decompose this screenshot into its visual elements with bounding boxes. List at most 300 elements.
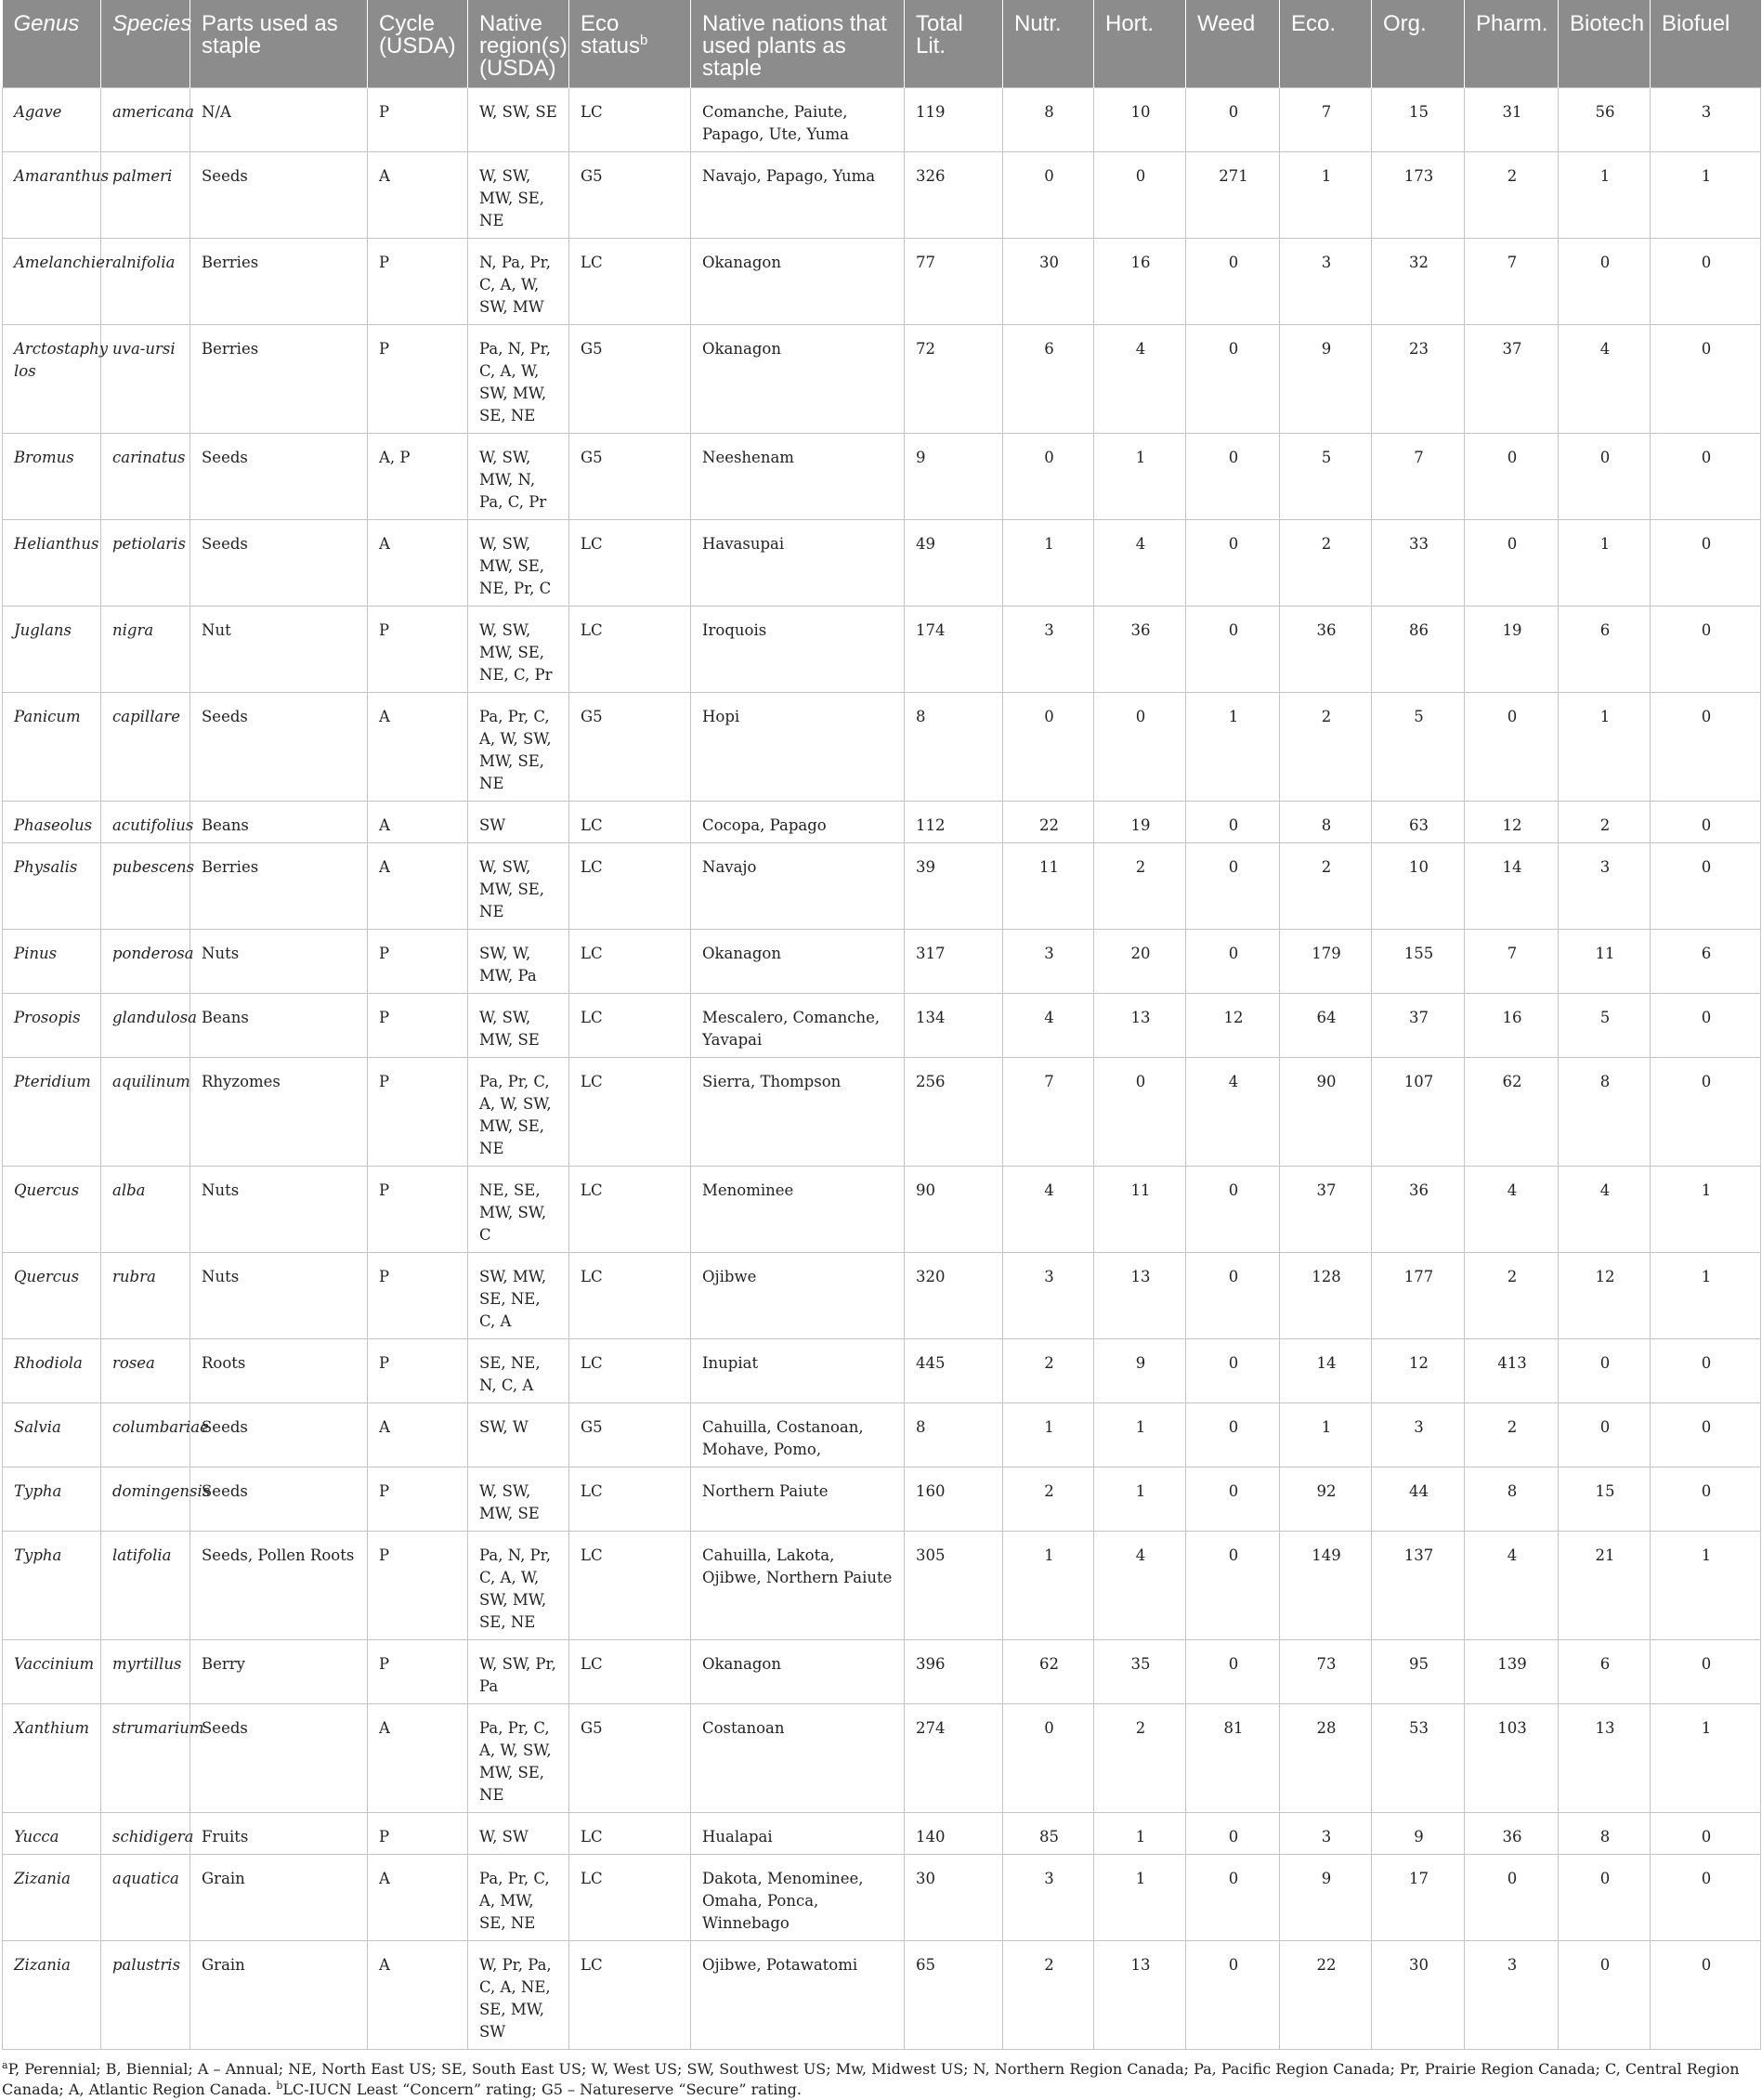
cell-total-lit: 445 [905, 1339, 1003, 1403]
cell-native-nations: Neeshenam [691, 434, 905, 520]
cell-org: 107 [1372, 1058, 1465, 1167]
cell-hort: 1 [1094, 434, 1186, 520]
cell-total-lit: 77 [905, 239, 1003, 325]
cell-eco-status: LC [569, 1640, 691, 1704]
cell-nutr: 2 [1003, 1467, 1094, 1532]
cell-biofuel: 1 [1651, 1704, 1761, 1813]
cell-cycle: P [368, 1058, 468, 1167]
cell-total-lit: 8 [905, 1403, 1003, 1467]
cell-eco-status: G5 [569, 325, 691, 434]
cell-biotech: 11 [1559, 930, 1651, 994]
cell-pharm: 413 [1465, 1339, 1559, 1403]
cell-genus: Zizania [3, 1855, 101, 1941]
cell-cycle: A, P [368, 434, 468, 520]
table-row [3, 1855, 1761, 1941]
cell-nutr: 30 [1003, 239, 1094, 325]
cell-eco: 1 [1280, 152, 1372, 239]
table-row [3, 434, 1761, 520]
cell-pharm: 139 [1465, 1640, 1559, 1704]
cell-eco: 37 [1280, 1167, 1372, 1253]
cell-native-nations: Navajo [691, 843, 905, 930]
header-pharm-label: Pharm. [1476, 11, 1548, 36]
cell-cycle: A [368, 1855, 468, 1941]
cell-org: 30 [1372, 1941, 1465, 2050]
cell-biofuel: 0 [1651, 325, 1761, 434]
table-row [3, 1253, 1761, 1339]
cell-weed: 0 [1186, 1403, 1280, 1467]
cell-biofuel: 0 [1651, 1813, 1761, 1855]
header-native-nations-label: Native nations that used plants as staple [702, 11, 887, 81]
header-native-regions-label: Native region(s) (USDA) [479, 11, 568, 81]
cell-cycle: P [368, 325, 468, 434]
cell-native-regions: W, SW, MW, SE [468, 994, 569, 1058]
cell-native-regions: Pa, Pr, C, A, W, SW, MW, SE, NE [468, 1058, 569, 1167]
table-row [3, 1467, 1761, 1532]
cell-pharm: 14 [1465, 843, 1559, 930]
cell-biotech: 1 [1559, 693, 1651, 802]
table-row [3, 1167, 1761, 1253]
cell-total-lit: 112 [905, 802, 1003, 843]
cell-org: 5 [1372, 693, 1465, 802]
cell-genus: Panicum [3, 693, 101, 802]
cell-cycle: A [368, 843, 468, 930]
cell-biofuel: 0 [1651, 1855, 1761, 1941]
cell-org: 15 [1372, 88, 1465, 152]
cell-nutr: 3 [1003, 1253, 1094, 1339]
cell-biofuel: 0 [1651, 434, 1761, 520]
cell-biotech: 5 [1559, 994, 1651, 1058]
cell-eco-status: LC [569, 1167, 691, 1253]
cell-pharm: 7 [1465, 239, 1559, 325]
cell-native-regions: W, SW, MW, SE, NE [468, 843, 569, 930]
cell-pharm: 0 [1465, 434, 1559, 520]
cell-genus: Arctostaphy los [3, 325, 101, 434]
cell-nutr: 85 [1003, 1813, 1094, 1855]
cell-genus: Phaseolus [3, 802, 101, 843]
cell-pharm: 31 [1465, 88, 1559, 152]
header-native-regions [468, 0, 569, 88]
cell-biofuel: 0 [1651, 994, 1761, 1058]
cell-weed: 0 [1186, 520, 1280, 607]
cell-parts-used: Roots [190, 1339, 368, 1403]
cell-native-nations: Northern Paiute [691, 1467, 905, 1532]
cell-total-lit: 320 [905, 1253, 1003, 1339]
cell-nutr: 7 [1003, 1058, 1094, 1167]
cell-total-lit: 317 [905, 930, 1003, 994]
cell-hort: 4 [1094, 1532, 1186, 1640]
cell-pharm: 4 [1465, 1532, 1559, 1640]
cell-eco-status: G5 [569, 434, 691, 520]
cell-cycle: A [368, 1941, 468, 2050]
header-cycle [368, 0, 468, 88]
header-genus [3, 0, 101, 88]
cell-hort: 1 [1094, 1855, 1186, 1941]
cell-biofuel: 0 [1651, 520, 1761, 607]
cell-eco: 179 [1280, 930, 1372, 994]
cell-native-nations: Dakota, Menominee, Omaha, Ponca, Winnebago [691, 1855, 905, 1941]
table-row [3, 1532, 1761, 1640]
cell-native-nations: Mescalero, Comanche, Yavapai [691, 994, 905, 1058]
cell-pharm: 37 [1465, 325, 1559, 434]
cell-hort: 0 [1094, 1058, 1186, 1167]
cell-native-regions: SW, W [468, 1403, 569, 1467]
header-row [3, 0, 1761, 88]
cell-pharm: 0 [1465, 693, 1559, 802]
cell-org: 10 [1372, 843, 1465, 930]
cell-cycle: P [368, 930, 468, 994]
cell-biotech: 12 [1559, 1253, 1651, 1339]
cell-pharm: 2 [1465, 152, 1559, 239]
cell-parts-used: Nuts [190, 1167, 368, 1253]
cell-org: 33 [1372, 520, 1465, 607]
cell-eco: 64 [1280, 994, 1372, 1058]
cell-nutr: 8 [1003, 88, 1094, 152]
table-row [3, 843, 1761, 930]
table-row [3, 520, 1761, 607]
cell-eco-status: LC [569, 994, 691, 1058]
cell-nutr: 3 [1003, 607, 1094, 693]
cell-pharm: 7 [1465, 930, 1559, 994]
cell-species: glandulosa [101, 994, 190, 1058]
cell-pharm: 62 [1465, 1058, 1559, 1167]
footnote-b-text: LC-IUCN Least “Concern” rating; G5 – Natureserve “Secure” rating. [282, 2080, 803, 2098]
cell-weed: 0 [1186, 930, 1280, 994]
cell-hort: 9 [1094, 1339, 1186, 1403]
cell-total-lit: 305 [905, 1532, 1003, 1640]
cell-species: aquilinum [101, 1058, 190, 1167]
cell-biofuel: 0 [1651, 1339, 1761, 1403]
header-total-lit-label: Total Lit. [916, 11, 963, 59]
cell-native-regions: W, Pr, Pa, C, A, NE, SE, MW, SW [468, 1941, 569, 2050]
cell-biotech: 1 [1559, 152, 1651, 239]
cell-pharm: 36 [1465, 1813, 1559, 1855]
cell-genus: Salvia [3, 1403, 101, 1467]
cell-org: 17 [1372, 1855, 1465, 1941]
cell-eco-status: LC [569, 843, 691, 930]
cell-genus: Vaccinium [3, 1640, 101, 1704]
table-row [3, 693, 1761, 802]
cell-total-lit: 256 [905, 1058, 1003, 1167]
cell-genus: Quercus [3, 1167, 101, 1253]
cell-native-nations: Iroquois [691, 607, 905, 693]
cell-nutr: 6 [1003, 325, 1094, 434]
cell-hort: 0 [1094, 693, 1186, 802]
cell-genus: Pteridium [3, 1058, 101, 1167]
cell-genus: Prosopis [3, 994, 101, 1058]
cell-nutr: 0 [1003, 152, 1094, 239]
table-row [3, 930, 1761, 994]
cell-biotech: 0 [1559, 1941, 1651, 2050]
cell-eco: 3 [1280, 1813, 1372, 1855]
cell-genus: Juglans [3, 607, 101, 693]
cell-eco-status: LC [569, 802, 691, 843]
cell-total-lit: 8 [905, 693, 1003, 802]
cell-native-regions: W, SW, MW, SE, NE, Pr, C [468, 520, 569, 607]
header-biotech [1559, 0, 1651, 88]
cell-org: 137 [1372, 1532, 1465, 1640]
cell-weed: 0 [1186, 1941, 1280, 2050]
cell-biofuel: 1 [1651, 152, 1761, 239]
cell-biotech: 0 [1559, 1403, 1651, 1467]
cell-org: 173 [1372, 152, 1465, 239]
cell-hort: 36 [1094, 607, 1186, 693]
footnote-b-mark: b [276, 2080, 283, 2092]
cell-native-regions: W, SW, Pr, Pa [468, 1640, 569, 1704]
cell-biotech: 6 [1559, 1640, 1651, 1704]
cell-parts-used: Grain [190, 1941, 368, 2050]
cell-nutr: 2 [1003, 1941, 1094, 2050]
cell-total-lit: 160 [905, 1467, 1003, 1532]
cell-eco-status: LC [569, 1253, 691, 1339]
cell-eco-status: LC [569, 88, 691, 152]
cell-total-lit: 119 [905, 88, 1003, 152]
cell-hort: 1 [1094, 1403, 1186, 1467]
cell-eco: 7 [1280, 88, 1372, 152]
header-eco-label: Eco. [1291, 11, 1337, 36]
cell-eco-status: LC [569, 1813, 691, 1855]
cell-native-nations: Havasupai [691, 520, 905, 607]
footnote-a-mark: a [2, 2059, 8, 2071]
cell-eco: 8 [1280, 802, 1372, 843]
cell-biotech: 2 [1559, 802, 1651, 843]
cell-eco: 22 [1280, 1941, 1372, 2050]
cell-native-nations: Ojibwe [691, 1253, 905, 1339]
cell-species: acutifolius [101, 802, 190, 843]
cell-genus: Agave [3, 88, 101, 152]
cell-eco-status: LC [569, 1467, 691, 1532]
cell-eco: 9 [1280, 1855, 1372, 1941]
header-org-label: Org. [1383, 11, 1427, 36]
cell-biofuel: 0 [1651, 1058, 1761, 1167]
cell-biofuel: 0 [1651, 1640, 1761, 1704]
cell-biofuel: 3 [1651, 88, 1761, 152]
cell-native-regions: NE, SE, MW, SW, C [468, 1167, 569, 1253]
cell-cycle: P [368, 1167, 468, 1253]
cell-species: schidigera [101, 1813, 190, 1855]
cell-eco-status: G5 [569, 1704, 691, 1813]
cell-hort: 0 [1094, 152, 1186, 239]
cell-biofuel: 1 [1651, 1532, 1761, 1640]
cell-biofuel: 0 [1651, 607, 1761, 693]
cell-species: rosea [101, 1339, 190, 1403]
cell-native-regions: Pa, N, Pr, C, A, W, SW, MW, SE, NE [468, 1532, 569, 1640]
cell-hort: 10 [1094, 88, 1186, 152]
cell-eco: 3 [1280, 239, 1372, 325]
cell-cycle: P [368, 1467, 468, 1532]
cell-weed: 0 [1186, 607, 1280, 693]
cell-parts-used: Nuts [190, 1253, 368, 1339]
header-eco [1280, 0, 1372, 88]
cell-species: domingensis [101, 1467, 190, 1532]
cell-org: 37 [1372, 994, 1465, 1058]
cell-org: 12 [1372, 1339, 1465, 1403]
cell-parts-used: Seeds [190, 1403, 368, 1467]
cell-parts-used: Beans [190, 802, 368, 843]
cell-total-lit: 72 [905, 325, 1003, 434]
cell-pharm: 12 [1465, 802, 1559, 843]
cell-biotech: 13 [1559, 1704, 1651, 1813]
cell-cycle: P [368, 1640, 468, 1704]
cell-native-regions: W, SW, MW, SE, NE, C, Pr [468, 607, 569, 693]
header-weed-label: Weed [1197, 11, 1256, 36]
footnote-a-text: P, Perennial; B, Biennial; A – Annual; NE, North East US; SE, South East US; W, West US; SW, Southwest US; Mw, Midwest US; N, Northern Region Canada; Pa, Pacific Region Canada; Pr, Prairie Region Canada; C, Central Region Canada; A, Atlantic Region Canada. [2, 2060, 1740, 2098]
cell-nutr: 3 [1003, 1855, 1094, 1941]
cell-cycle: P [368, 1813, 468, 1855]
header-cycle-label: Cycle (USDA) [379, 11, 456, 59]
cell-pharm: 0 [1465, 520, 1559, 607]
cell-species: strumarium [101, 1704, 190, 1813]
cell-native-nations: Cahuilla, Lakota, Ojibwe, Northern Paiute [691, 1532, 905, 1640]
cell-nutr: 11 [1003, 843, 1094, 930]
cell-parts-used: Seeds, Pollen Roots [190, 1532, 368, 1640]
cell-hort: 19 [1094, 802, 1186, 843]
cell-cycle: A [368, 520, 468, 607]
cell-biofuel: 0 [1651, 1467, 1761, 1532]
cell-species: rubra [101, 1253, 190, 1339]
cell-eco-status: LC [569, 520, 691, 607]
cell-nutr: 2 [1003, 1339, 1094, 1403]
table-row [3, 1339, 1761, 1403]
table-row [3, 239, 1761, 325]
cell-biofuel: 1 [1651, 1253, 1761, 1339]
header-total-lit [905, 0, 1003, 88]
cell-eco: 1 [1280, 1403, 1372, 1467]
cell-total-lit: 65 [905, 1941, 1003, 2050]
staple-plants-table [2, 0, 1761, 2050]
cell-parts-used: Beans [190, 994, 368, 1058]
cell-cycle: A [368, 1704, 468, 1813]
cell-cycle: A [368, 693, 468, 802]
cell-species: aquatica [101, 1855, 190, 1941]
cell-native-nations: Okanagon [691, 1640, 905, 1704]
cell-parts-used: Rhyzomes [190, 1058, 368, 1167]
cell-pharm: 0 [1465, 1855, 1559, 1941]
cell-cycle: P [368, 88, 468, 152]
cell-hort: 1 [1094, 1813, 1186, 1855]
cell-total-lit: 39 [905, 843, 1003, 930]
cell-weed: 81 [1186, 1704, 1280, 1813]
cell-native-nations: Comanche, Paiute, Papago, Ute, Yuma [691, 88, 905, 152]
cell-total-lit: 30 [905, 1855, 1003, 1941]
cell-eco-status: LC [569, 607, 691, 693]
cell-native-regions: SE, NE, N, C, A [468, 1339, 569, 1403]
cell-weed: 0 [1186, 88, 1280, 152]
header-pharm [1465, 0, 1559, 88]
header-org [1372, 0, 1465, 88]
cell-parts-used: Berries [190, 325, 368, 434]
header-nutr [1003, 0, 1094, 88]
cell-nutr: 4 [1003, 1167, 1094, 1253]
cell-weed: 0 [1186, 1167, 1280, 1253]
cell-native-nations: Ojibwe, Potawatomi [691, 1941, 905, 2050]
cell-hort: 13 [1094, 1941, 1186, 2050]
cell-nutr: 1 [1003, 520, 1094, 607]
cell-total-lit: 140 [905, 1813, 1003, 1855]
cell-eco-status: LC [569, 1339, 691, 1403]
cell-native-nations: Costanoan [691, 1704, 905, 1813]
cell-total-lit: 90 [905, 1167, 1003, 1253]
cell-native-regions: W, SW, MW, SE [468, 1467, 569, 1532]
table-row [3, 1704, 1761, 1813]
header-eco-status [569, 0, 691, 88]
cell-weed: 0 [1186, 1339, 1280, 1403]
cell-parts-used: Seeds [190, 693, 368, 802]
cell-org: 7 [1372, 434, 1465, 520]
cell-weed: 0 [1186, 802, 1280, 843]
cell-pharm: 3 [1465, 1941, 1559, 2050]
cell-eco-status: LC [569, 239, 691, 325]
cell-pharm: 2 [1465, 1403, 1559, 1467]
cell-genus: Typha [3, 1532, 101, 1640]
cell-native-regions: Pa, Pr, C, A, W, SW, MW, SE, NE [468, 693, 569, 802]
cell-eco: 149 [1280, 1532, 1372, 1640]
cell-species: palmeri [101, 152, 190, 239]
table-body [3, 88, 1761, 2050]
cell-org: 3 [1372, 1403, 1465, 1467]
cell-native-regions: W, SW [468, 1813, 569, 1855]
table-row [3, 325, 1761, 434]
cell-weed: 0 [1186, 434, 1280, 520]
table-row [3, 994, 1761, 1058]
cell-biofuel: 0 [1651, 1941, 1761, 2050]
cell-species: uva-ursi [101, 325, 190, 434]
cell-total-lit: 134 [905, 994, 1003, 1058]
header-species [101, 0, 190, 88]
table-row [3, 607, 1761, 693]
cell-nutr: 1 [1003, 1532, 1094, 1640]
cell-genus: Amelanchier [3, 239, 101, 325]
cell-parts-used: Berry [190, 1640, 368, 1704]
cell-eco-status: LC [569, 930, 691, 994]
cell-biotech: 0 [1559, 1339, 1651, 1403]
cell-native-regions: SW, MW, SE, NE, C, A [468, 1253, 569, 1339]
cell-species: americana [101, 88, 190, 152]
header-parts-used [190, 0, 368, 88]
cell-pharm: 4 [1465, 1167, 1559, 1253]
cell-genus: Physalis [3, 843, 101, 930]
cell-parts-used: Berries [190, 843, 368, 930]
cell-pharm: 16 [1465, 994, 1559, 1058]
cell-eco: 2 [1280, 693, 1372, 802]
cell-cycle: P [368, 607, 468, 693]
cell-cycle: P [368, 994, 468, 1058]
cell-biotech: 21 [1559, 1532, 1651, 1640]
table-row [3, 1813, 1761, 1855]
cell-species: pubescens [101, 843, 190, 930]
cell-native-regions: W, SW, MW, SE, NE [468, 152, 569, 239]
cell-hort: 16 [1094, 239, 1186, 325]
cell-parts-used: Berries [190, 239, 368, 325]
header-nutr-label: Nutr. [1014, 11, 1062, 36]
cell-species: carinatus [101, 434, 190, 520]
cell-species: nigra [101, 607, 190, 693]
cell-pharm: 19 [1465, 607, 1559, 693]
header-hort [1094, 0, 1186, 88]
cell-org: 86 [1372, 607, 1465, 693]
cell-native-regions: N, Pa, Pr, C, A, W, SW, MW [468, 239, 569, 325]
table-row [3, 1640, 1761, 1704]
cell-biotech: 8 [1559, 1813, 1651, 1855]
cell-eco: 92 [1280, 1467, 1372, 1532]
cell-native-nations: Okanagon [691, 325, 905, 434]
table-footnotes [2, 2059, 1760, 2100]
cell-native-regions: Pa, N, Pr, C, A, W, SW, MW, SE, NE [468, 325, 569, 434]
cell-cycle: A [368, 1403, 468, 1467]
header-eco-status-label: Eco status [581, 11, 641, 59]
cell-biofuel: 0 [1651, 239, 1761, 325]
cell-cycle: A [368, 152, 468, 239]
cell-native-nations: Navajo, Papago, Yuma [691, 152, 905, 239]
